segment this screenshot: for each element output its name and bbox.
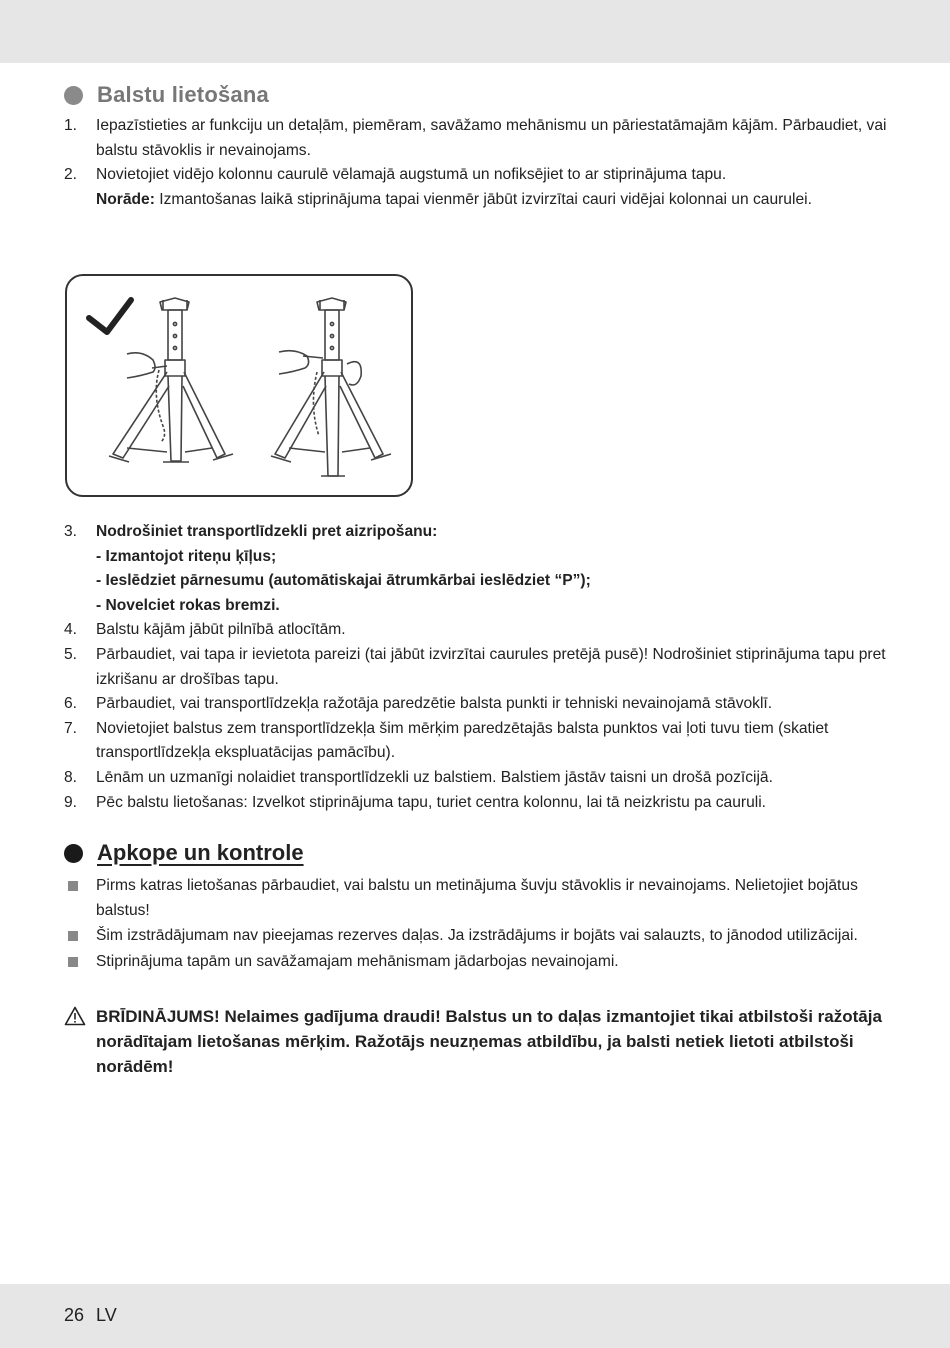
item-text: Balstu kājām jābūt pilnībā atlocītām. bbox=[96, 621, 346, 639]
item-line: - Izmantojot riteņu ķīļus; bbox=[96, 547, 277, 565]
page-number: 26 bbox=[64, 1305, 85, 1325]
language-code: LV bbox=[96, 1305, 117, 1325]
square-bullet-icon bbox=[64, 950, 96, 975]
illustration-frame bbox=[65, 274, 413, 497]
list-item bbox=[64, 791, 894, 816]
note-text: Izmantošanas laikā stiprinājuma tapai vienmēr jābūt izvirzītai cauri vidējai kolonnai un caurulei. bbox=[154, 190, 812, 208]
list-item bbox=[64, 618, 894, 643]
item-text: Lēnām un uzmanīgi nolaidiet transportlīdzekli uz balstiem. Balstiem jāstāv taisni un drošā pozīcijā. bbox=[96, 768, 773, 786]
instruction-list-a bbox=[64, 114, 894, 212]
item-number: 3. bbox=[64, 523, 78, 540]
list-item bbox=[64, 114, 894, 163]
item-number: 9. bbox=[64, 793, 78, 811]
square-bullet-icon bbox=[64, 924, 96, 949]
jack-stand-illustration bbox=[67, 276, 411, 495]
section-heading-usage bbox=[64, 82, 269, 108]
item-number: 7. bbox=[64, 719, 78, 737]
item-text: Iepazīstieties ar funkciju un detaļām, piemēram, savāžamo mehānismu un pāriestatāmajām kājām. Pārbaudiet, vai balstu stāvoklis ir nevainojams. bbox=[96, 117, 887, 159]
item-text: Pārbaudiet, vai tapa ir ievietota pareizi (tai jābūt izvirzītai caurules pretējā pusē)! Nodrošiniet stiprinājuma tapu pret izkrišanu ar drošības tapu. bbox=[96, 645, 886, 688]
bullet-dot-icon bbox=[64, 86, 83, 105]
jack-stand-right bbox=[271, 298, 391, 476]
item-text: Novietojiet vidējo kolonnu caurulē vēlamajā augstumā un nofiksējiet to ar stiprinājuma tapu. bbox=[96, 166, 727, 184]
item-number: 8. bbox=[64, 768, 78, 786]
checkmark-icon bbox=[89, 300, 131, 332]
maintenance-list bbox=[64, 874, 894, 975]
item-number: 2. bbox=[64, 166, 78, 184]
item-number: 1. bbox=[64, 117, 78, 134]
instruction-list-b bbox=[64, 520, 894, 815]
footer-band bbox=[0, 1284, 950, 1348]
item-line: - Ieslēdziet pārnesumu (automātiskajai ātrumkārbai ieslēdziet “P”); bbox=[96, 572, 591, 590]
list-item bbox=[64, 950, 894, 975]
warning-triangle-icon bbox=[64, 1004, 96, 1079]
note bbox=[96, 188, 894, 213]
item-text: Pirms katras lietošanas pārbaudiet, vai balstu un metinājuma šuvju stāvoklis ir nevainojams. Nelietojiet bojātus balstus! bbox=[96, 877, 858, 919]
list-item bbox=[64, 766, 894, 791]
item-number: 6. bbox=[64, 695, 78, 713]
item-text: Šim izstrādājumam nav pieejamas rezerves daļas. Ja izstrādājums ir bojāts vai salauzts, to jānodod utilizācijai. bbox=[96, 927, 858, 945]
square-bullet-icon bbox=[64, 874, 96, 923]
header-band bbox=[0, 0, 950, 63]
list-item bbox=[64, 924, 894, 949]
item-text: Stiprinājuma tapām un savāžamajam mehānismam jādarbojas nevainojami. bbox=[96, 952, 619, 970]
bullet-dot-icon bbox=[64, 844, 83, 863]
item-number: 5. bbox=[64, 645, 78, 663]
list-item bbox=[64, 643, 894, 692]
warning-text: BRĪDINĀJUMS! Nelaimes gadījuma draudi! Balstus un to daļas izmantojiet tikai atbilstoši ražotāja norādītajam lietošanas mērķim. Ražotājs neuzņemas atbildību, ja balsti netiek lietoti atbilstoši norādēm! bbox=[96, 1007, 882, 1076]
note-label: Norāde: bbox=[96, 190, 155, 208]
item-text: Pēc balstu lietošanas: Izvelkot stiprinājuma tapu, turiet centra kolonnu, lai tā neizkristu pa cauruli. bbox=[96, 793, 767, 811]
item-text: Pārbaudiet, vai transportlīdzekļa ražotāja paredzētie balsta punkti ir tehniski nevainojamā stāvoklī. bbox=[96, 695, 773, 713]
page-footer bbox=[64, 1305, 117, 1326]
item-line: - Novelciet rokas bremzi. bbox=[96, 596, 280, 614]
warning-block bbox=[64, 1004, 894, 1079]
list-item bbox=[64, 520, 894, 618]
jack-stand-left bbox=[109, 298, 233, 462]
list-item bbox=[64, 163, 894, 212]
section-title: Balstu lietošana bbox=[97, 82, 269, 107]
list-item bbox=[64, 874, 894, 923]
section-title: Apkope un kontrole bbox=[97, 840, 304, 865]
item-line: Nodrošiniet transportlīdzekli pret aizripošanu: bbox=[96, 523, 438, 540]
item-text: Novietojiet balstus zem transportlīdzekļa šim mērķim paredzētajās balsta punktos vai ļoti tuvu tiem (skatiet transportlīdzekļa ekspluatācijas pamācību). bbox=[96, 719, 829, 762]
list-item bbox=[64, 717, 894, 766]
section-heading-maintenance bbox=[64, 840, 304, 866]
item-number: 4. bbox=[64, 621, 78, 639]
list-item bbox=[64, 692, 894, 717]
